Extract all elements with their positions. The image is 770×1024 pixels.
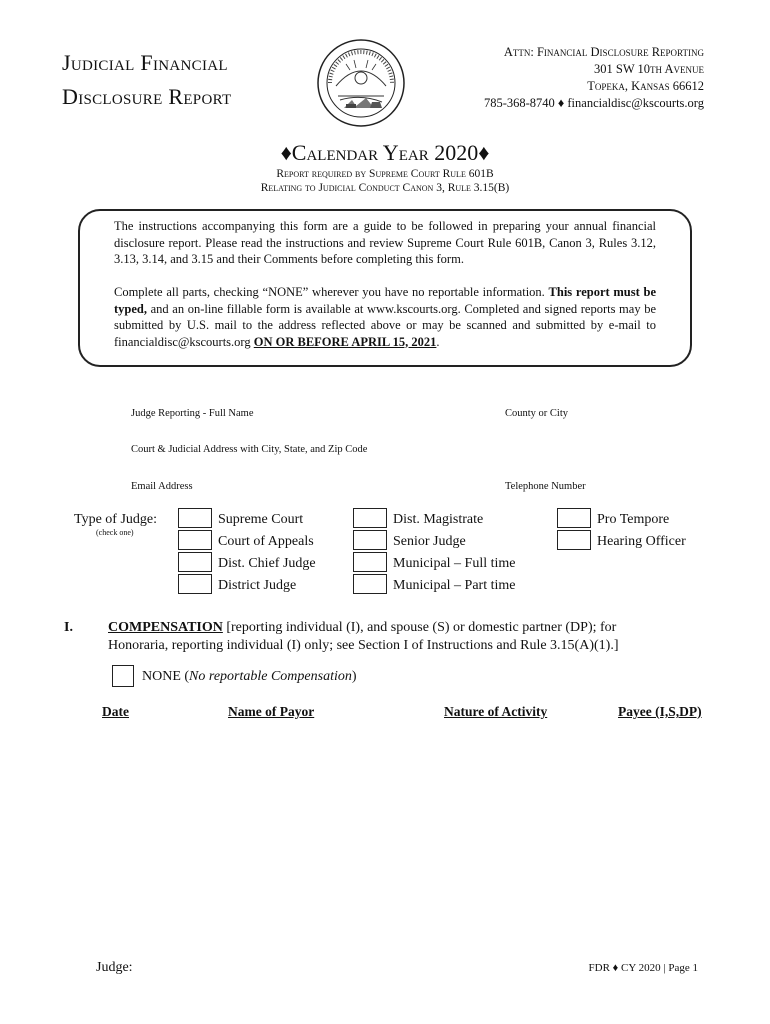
instructions-paragraph-1: The instructions accompanying this form are a guide to be followed in preparing your annual financial disclosure report. Please read the instructions and review Supreme Court Rule 601B, Canon 3, Rules 3.12, 3.13, 3.14, and 3.15 and their Comments before completing this form. xyxy=(114,219,656,266)
kansas-seal-icon xyxy=(316,38,406,128)
column-payee: Payee (I,S,DP) xyxy=(618,704,702,719)
label-hearing-officer: Hearing Officer xyxy=(597,534,686,549)
checkbox-dist-chief-judge[interactable] xyxy=(178,552,212,572)
instructions-p2-end: . xyxy=(436,334,440,349)
label-municipal-full-time: Municipal – Full time xyxy=(393,556,516,571)
judge-signature-label: Judge: xyxy=(96,960,133,975)
mailing-address xyxy=(404,44,704,112)
checkbox-senior-judge[interactable] xyxy=(353,530,387,550)
label-pro-tempore: Pro Tempore xyxy=(597,512,670,527)
section-description: [reporting individual (I), and spouse (S) or domestic partner (DP); for Honoraria, reporting individual (I) only; see Section I of Instructions and Rule 3.15(A)(1).] xyxy=(108,620,619,653)
judge-type-label: Type of Judge: xyxy=(74,512,158,527)
section-compensation-text xyxy=(108,619,668,655)
none-label: NONE ( xyxy=(142,669,190,684)
label-supreme-court: Supreme Court xyxy=(218,512,304,527)
column-date: Date xyxy=(102,704,129,719)
label-court-of-appeals: Court of Appeals xyxy=(218,534,314,549)
report-title-line2: Disclosure Report xyxy=(62,84,232,109)
instructions-paragraph-2 xyxy=(114,284,656,350)
checkbox-dist-magistrate[interactable] xyxy=(353,508,387,528)
full-name-field-label: Judge Reporting - Full Name xyxy=(131,408,254,419)
column-name-of-payor: Name of Payor xyxy=(228,704,315,719)
section-heading: COMPENSATION xyxy=(108,620,223,635)
address-line1: Attn: Financial Disclosure Reporting xyxy=(503,45,704,59)
none-italic: No reportable Compensation xyxy=(189,669,352,684)
judge-type-note: (check one) xyxy=(96,528,134,537)
telephone-field-label: Telephone Number xyxy=(505,481,586,492)
checkbox-supreme-court[interactable] xyxy=(178,508,212,528)
none-close: ) xyxy=(351,669,357,684)
court-address-field-label: Court & Judicial Address with City, State, and Zip Code xyxy=(131,444,368,455)
checkbox-district-judge[interactable] xyxy=(178,574,212,594)
checkbox-pro-tempore[interactable] xyxy=(557,508,591,528)
calendar-year-title: ♦Calendar Year 2020♦ xyxy=(280,140,490,165)
label-dist-chief-judge: Dist. Chief Judge xyxy=(218,556,316,571)
section-number: I. xyxy=(64,620,73,635)
instructions-p2-b: and an on-line fillable form is available at www.kscourts.org. Completed and signed reports may be submitted by U.S. mail to the address reflected above or may be scanned and submitted by e-mail to financialdisc@kscourts.org xyxy=(114,301,656,349)
deadline-text: ON OR BEFORE APRIL 15, 2021 xyxy=(253,334,437,349)
label-municipal-part-time: Municipal – Part time xyxy=(393,578,516,593)
checkbox-hearing-officer[interactable] xyxy=(557,530,591,550)
none-compensation-label xyxy=(142,669,357,685)
rule-subtitle-2: Relating to Judicial Conduct Canon 3, Rule 3.15(B) xyxy=(260,182,510,194)
county-field-label: County or City xyxy=(505,408,569,419)
checkbox-municipal-full-time[interactable] xyxy=(353,552,387,572)
instructions-p2-a: Complete all parts, checking “NONE” wherever you have no reportable information. xyxy=(114,285,549,299)
column-nature-of-activity: Nature of Activity xyxy=(444,704,548,719)
checkbox-court-of-appeals[interactable] xyxy=(178,530,212,550)
address-line3: Topeka, Kansas 66612 xyxy=(587,79,704,93)
checkbox-none-compensation[interactable] xyxy=(112,665,134,687)
address-line2: 301 SW 10th Avenue xyxy=(594,62,704,76)
address-line4: 785-368-8740 ♦ financialdisc@kscourts.org xyxy=(483,96,704,110)
page-footer: FDR ♦ CY 2020 | Page 1 xyxy=(588,962,698,974)
rule-subtitle-1: Report required by Supreme Court Rule 601B xyxy=(276,168,494,180)
email-field-label: Email Address xyxy=(131,481,193,492)
label-district-judge: District Judge xyxy=(218,578,297,593)
checkbox-municipal-part-time[interactable] xyxy=(353,574,387,594)
instructions-typed-note: This report must be typed, xyxy=(114,285,656,316)
label-senior-judge: Senior Judge xyxy=(393,534,466,549)
label-dist-magistrate: Dist. Magistrate xyxy=(393,512,484,527)
report-title-line1: Judicial Financial xyxy=(62,50,228,75)
